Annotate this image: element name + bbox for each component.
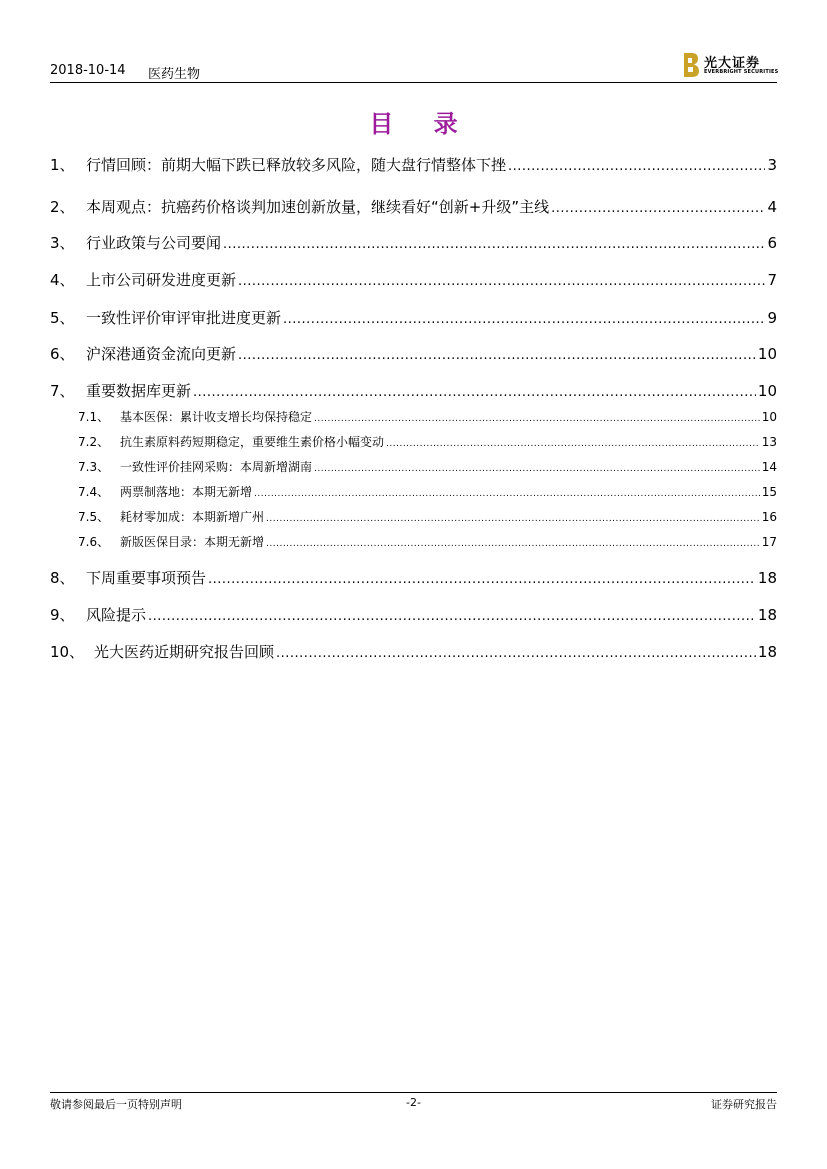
toc-entry-page: 10 bbox=[761, 410, 777, 424]
toc-entry-number: 2、 bbox=[50, 198, 75, 216]
toc-entry-page: 10 bbox=[757, 345, 777, 363]
toc-entry-number: 10、 bbox=[50, 643, 85, 661]
toc-entry-text: 上市公司研发进度更新 bbox=[86, 271, 237, 289]
toc-entry[interactable] bbox=[50, 196, 777, 217]
toc-entry-number: 3、 bbox=[50, 234, 75, 252]
toc-leader bbox=[266, 539, 760, 549]
footer-page-number: -2- bbox=[406, 1096, 421, 1109]
footer-rule bbox=[50, 1092, 777, 1093]
toc-entry-page: 14 bbox=[761, 460, 777, 474]
page-footer bbox=[50, 1096, 777, 1114]
toc-entry-number: 7.2、 bbox=[78, 435, 110, 449]
toc-entry[interactable] bbox=[50, 269, 777, 290]
toc-entry-page: 4 bbox=[767, 198, 777, 216]
toc-leader bbox=[148, 609, 756, 624]
toc-subentry[interactable] bbox=[50, 483, 777, 500]
footer-disclaimer: 敬请参阅最后一页特别声明 bbox=[50, 1098, 182, 1111]
toc-leader bbox=[314, 464, 760, 474]
toc-entry-number: 4、 bbox=[50, 271, 75, 289]
footer-doc-type: 证券研究报告 bbox=[711, 1098, 777, 1111]
toc-entry-number: 7.3、 bbox=[78, 460, 110, 474]
toc-entry-number: 1、 bbox=[50, 156, 75, 174]
toc-subentry[interactable] bbox=[50, 433, 777, 450]
toc-entry[interactable] bbox=[50, 232, 777, 253]
toc-entry-text: 耗材零加成：本期新增广州 bbox=[120, 510, 265, 524]
toc-entry-page: 10 bbox=[757, 382, 777, 400]
toc-entry-page: 17 bbox=[761, 535, 777, 549]
toc-entry-page: 3 bbox=[767, 156, 777, 174]
toc-entry-page: 7 bbox=[767, 271, 777, 289]
toc-entry-number: 7.1、 bbox=[78, 410, 110, 424]
toc-entry-number: 7、 bbox=[50, 382, 75, 400]
toc-leader bbox=[508, 159, 765, 174]
toc-entry-page: 13 bbox=[761, 435, 777, 449]
toc-entry-page: 18 bbox=[757, 569, 777, 587]
toc-leader bbox=[266, 514, 760, 524]
toc-leader bbox=[193, 385, 756, 400]
toc-entry-number: 5、 bbox=[50, 309, 75, 327]
toc-entry-number: 8、 bbox=[50, 569, 75, 587]
toc-entry-text: 两票制落地：本期无新增 bbox=[120, 485, 253, 499]
toc-entry-text: 一致性评价审评审批进度更新 bbox=[86, 309, 282, 327]
toc-entry-text: 抗生素原料药短期稳定，重要维生素价格小幅变动 bbox=[120, 435, 385, 449]
toc-entry[interactable] bbox=[50, 567, 777, 588]
toc-title: 目 录 bbox=[369, 110, 474, 138]
toc-leader bbox=[238, 274, 765, 289]
toc-entry-number: 7.4、 bbox=[78, 485, 110, 499]
toc-entry-page: 9 bbox=[767, 309, 777, 327]
toc-entry-page: 18 bbox=[757, 606, 777, 624]
toc-subentry[interactable] bbox=[50, 458, 777, 475]
toc-entry-page: 15 bbox=[761, 485, 777, 499]
brand-logo-icon bbox=[682, 52, 700, 78]
toc-leader bbox=[283, 312, 765, 327]
toc-leader bbox=[276, 646, 756, 661]
toc-entry-number: 7.6、 bbox=[78, 535, 110, 549]
toc-subentry[interactable] bbox=[50, 408, 777, 425]
toc-subentry[interactable] bbox=[50, 508, 777, 525]
toc-entry[interactable] bbox=[50, 641, 777, 662]
toc-leader bbox=[551, 201, 765, 216]
toc-leader bbox=[314, 414, 760, 424]
header-rule bbox=[50, 82, 777, 83]
toc-entry-text: 本周观点：抗癌药价格谈判加速创新放量，继续看好“创新+升级”主线 bbox=[86, 198, 550, 216]
toc-entry[interactable] bbox=[50, 307, 777, 328]
toc-entry-page: 6 bbox=[767, 234, 777, 252]
toc-entry-number: 7.5、 bbox=[78, 510, 110, 524]
toc-leader bbox=[208, 572, 756, 587]
toc-entry-text: 光大医药近期研究报告回顾 bbox=[94, 643, 275, 661]
report-date: 2018-10-14 bbox=[50, 63, 126, 78]
toc-entry-text: 一致性评价挂网采购：本周新增湖南 bbox=[120, 460, 313, 474]
toc-entry-text: 下周重要事项预告 bbox=[86, 569, 207, 587]
toc-entry[interactable] bbox=[50, 154, 777, 175]
toc-entry-number: 6、 bbox=[50, 345, 75, 363]
toc-entry-text: 新版医保目录：本期无新增 bbox=[120, 535, 265, 549]
toc-entry-number: 9、 bbox=[50, 606, 75, 624]
toc-entry[interactable] bbox=[50, 604, 777, 625]
toc-entry-text: 沪深港通资金流向更新 bbox=[86, 345, 237, 363]
toc-entry-text: 基本医保：累计收支增长均保持稳定 bbox=[120, 410, 313, 424]
toc-entry-page: 18 bbox=[757, 643, 777, 661]
toc-entry[interactable] bbox=[50, 380, 777, 401]
toc-entry-page: 16 bbox=[761, 510, 777, 524]
toc-leader bbox=[386, 439, 760, 449]
brand-logo bbox=[682, 52, 777, 80]
brand-name-cn: 光大证券 bbox=[704, 56, 761, 71]
toc-leader bbox=[238, 348, 756, 363]
page-header bbox=[50, 56, 779, 82]
toc-leader bbox=[223, 237, 765, 252]
toc-entry-text: 重要数据库更新 bbox=[86, 382, 192, 400]
toc-subentry[interactable] bbox=[50, 533, 777, 550]
toc-entry[interactable] bbox=[50, 343, 777, 364]
toc-entry-text: 行情回顾：前期大幅下跌已释放较多风险，随大盘行情整体下挫 bbox=[86, 156, 507, 174]
report-sector: 医药生物 bbox=[148, 67, 201, 82]
toc-leader bbox=[254, 489, 760, 499]
brand-name-en: EVERBRIGHT SECURITIES bbox=[704, 69, 779, 75]
toc-entry-text: 行业政策与公司要闻 bbox=[86, 234, 222, 252]
toc-entry-text: 风险提示 bbox=[86, 606, 147, 624]
